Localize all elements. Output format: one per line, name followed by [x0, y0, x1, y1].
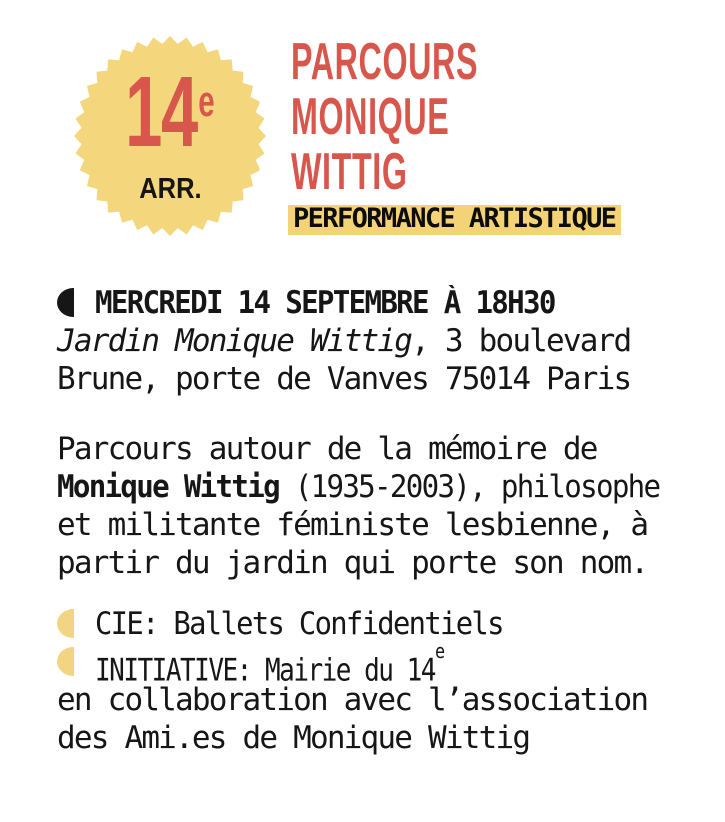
event-description	[57, 430, 698, 582]
category-highlight	[288, 205, 621, 235]
half-circle-bullet-icon	[57, 288, 74, 317]
event-address-line-1	[57, 322, 630, 360]
credit-initiative	[95, 639, 445, 689]
credit-initiative-text: INITIATIVE: Mairie du 14	[95, 652, 435, 689]
title-line-2: MONIQUE	[291, 88, 450, 146]
arrondissement-badge	[73, 35, 267, 237]
event-details	[57, 284, 630, 398]
credit-cie-line	[57, 605, 647, 643]
category-label: PERFORMANCE ARTISTIQUE	[293, 203, 616, 234]
description-line-4: partir du jardin qui porte son nom.	[57, 545, 648, 581]
initiative-ordinal-superscript: e	[434, 639, 445, 663]
event-datetime-line	[57, 284, 630, 322]
credit-cie: CIE: Ballets Confidentiels	[95, 606, 503, 642]
address-after-venue: , 3 boulevard	[411, 323, 631, 359]
venue-name: Jardin Monique Wittig	[57, 323, 412, 359]
half-circle-bullet-icon	[57, 647, 74, 676]
description-line-2-rest: (1935-2003), philosophe	[278, 469, 660, 505]
event-datetime: MERCREDI 14 SEPTEMBRE À 18H30	[95, 285, 555, 321]
description-line-1: Parcours autour de la mémoire de	[57, 431, 597, 467]
badge-number-row	[125, 56, 215, 168]
badge-ordinal-superscript: e	[198, 77, 215, 126]
title-line-3: WITTIG	[291, 143, 408, 201]
credit-collab-line-2: des Ami.es de Monique Wittig	[57, 720, 530, 756]
credit-collab-line-1: en collaboration avec l’association	[57, 682, 648, 718]
half-circle-bullet-icon	[57, 609, 74, 638]
title-line-1: PARCOURS	[291, 33, 479, 91]
event-title	[291, 35, 593, 200]
badge-arr-label: ARR.	[138, 173, 202, 205]
person-name-bold: Monique Wittig	[57, 469, 279, 505]
event-address-line-2: Brune, porte de Vanves 75014 Paris	[57, 361, 631, 397]
badge-content	[73, 35, 267, 237]
description-line-3: et militante féministe lesbienne, à	[57, 507, 648, 543]
credits-section	[57, 605, 647, 757]
description-line-2	[57, 468, 698, 506]
badge-arrondissement-number: 14	[125, 56, 198, 168]
description-line-2-inner	[57, 468, 659, 506]
credit-initiative-line	[57, 639, 647, 689]
